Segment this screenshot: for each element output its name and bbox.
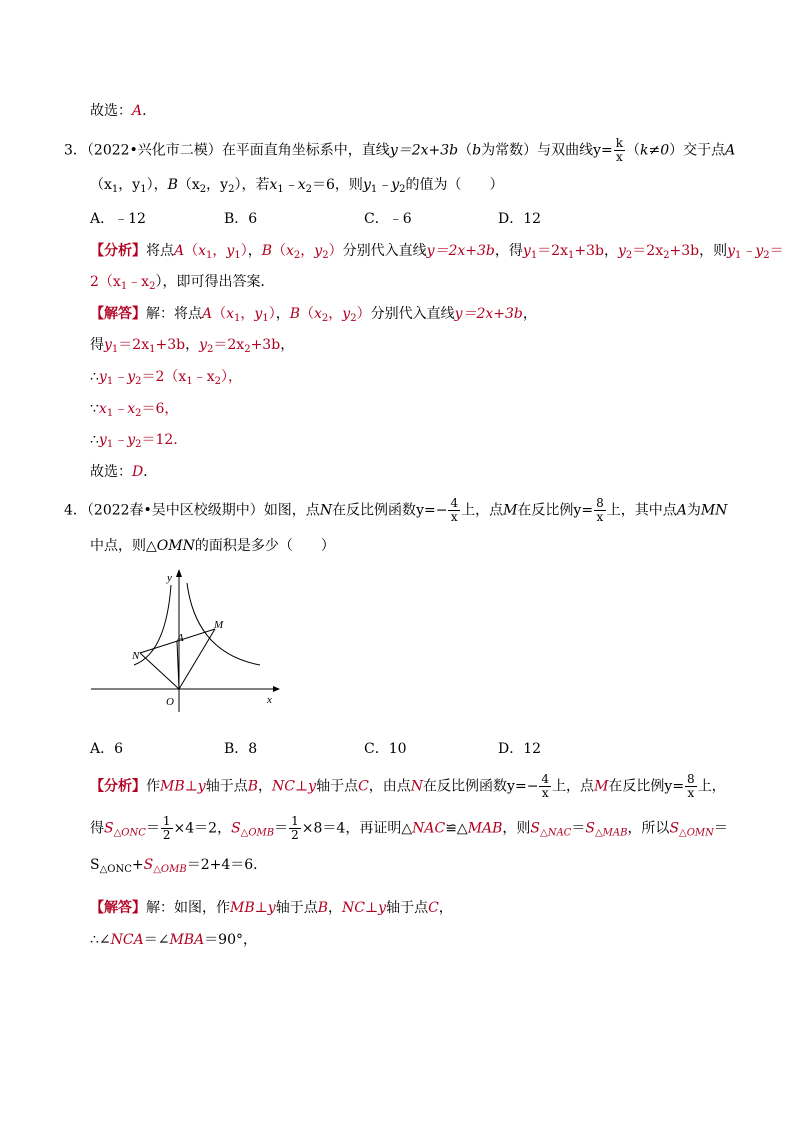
q4-stem-line1: 4．（2022春•吴中区校级期中）如图，点N在反比例函数y=− $\frac{4}{x}$ 上，点M在反比例y= $\frac{8}{x}$ 上，其中点A为MN <box>64 496 728 524</box>
q4-analysis-line2: 得$S_{\triangle ONC}=$ $\frac{1}{2}$ ×4＝2，$S_{\triangle OMB}=$ $\frac{1}{2}$ ×8＝4，再证明△NAC≌△MAB，则$S_{\triangle NAC}=S_{\triangle MAB}$，所以$S_{\triangle OMN}=$ <box>90 814 728 842</box>
q3-option-c: C．﹣6 <box>364 211 412 227</box>
x-axis-arrow <box>273 686 280 692</box>
q4-analysis-line1: 【分析】作MB⊥y轴于点B，NC⊥y轴于点C，由点N在反比例函数y=− $\frac{4}{x}$ 上，点M在反比例y= $\frac{8}{x}$ 上， <box>90 772 726 800</box>
q3-option-a: A．﹣12 <box>90 211 146 227</box>
y-axis-arrow <box>176 569 182 577</box>
q3-answer-line2: 得$y_1=2x_1+3b$，$y_2=2x_2+3b$， <box>90 337 295 355</box>
q3-option-d: D．12 <box>498 211 542 227</box>
q4-analysis-line3: $S_{\triangle ONC}+S_{\triangle OMB}=2+4=6$． <box>90 857 268 875</box>
q4-option-a: A．6 <box>90 741 124 757</box>
q4-option-c: C．10 <box>364 741 407 757</box>
q4-answer-line2: ∴∠NCA＝∠MBA＝90°， <box>90 932 258 948</box>
label-a: A <box>177 632 184 644</box>
curve-m <box>187 583 260 665</box>
q3-final-answer: 故选：D． <box>90 464 158 480</box>
q3-option-b: B．6 <box>224 211 258 227</box>
q3-answer-line3: $\therefore y_1﹣y_2=2(x_1﹣x_2)$， <box>90 369 242 387</box>
q4-option-b: B．8 <box>224 741 258 757</box>
label-m: M <box>214 619 224 631</box>
label-n: N <box>132 650 140 662</box>
label-x: x <box>267 694 272 706</box>
curve-n <box>134 585 171 665</box>
prev-answer: 故选：A. <box>90 103 147 119</box>
segment-om <box>179 629 215 689</box>
segment-on <box>140 653 179 689</box>
q4-stem-line2: 中点，则△OMN的面积是多少（ ） <box>90 538 335 554</box>
q3-analysis-line2: $2(x_1﹣x_2)$，即可得出答案． <box>90 274 275 292</box>
q3-answer-line5: $\therefore y_1﹣y_2=12$． <box>90 432 188 450</box>
q3-analysis-line1: 【分析】将点$A(x_1$，$y_1$），$B(x_2$，$y_2$）分别代入直线y＝2x+3b，得$y_1=2x_1+3b$，$y_2=2x_2+3b$，则$y_1﹣y_2=$ <box>90 243 784 261</box>
q4-option-d: D．12 <box>498 741 542 757</box>
fraction-k-over-x: $\frac{k}{x}$ <box>615 136 624 164</box>
fraction-8-over-x: $\frac{8}{x}$ <box>596 496 604 524</box>
label-y: y <box>167 572 172 584</box>
fraction-4-over-x: $\frac{4}{x}$ <box>450 496 459 524</box>
q3-answer-line1: 【解答】解：将点$A(x_1$，$y_1$），$B(x_2$，$y_2$）分别代入直线y＝2x+3b， <box>90 306 537 324</box>
q3-stem-line1: 3．（2022•兴化市二模）在平面直角坐标系中，直线y＝2x+3b（b为常数）与双曲线y= $\frac{k}{x}$ （k≠0）交于点A <box>64 136 736 164</box>
label-o: O <box>166 696 174 708</box>
q3-answer-line4: $\because x_1﹣x_2=6$， <box>90 401 179 419</box>
q4-answer-line1: 【解答】解：如图，作MB⊥y轴于点B，NC⊥y轴于点C， <box>90 900 453 916</box>
q4-figure <box>88 565 288 715</box>
q3-stem-line2: （$x_1$，$y_1$），$B(x_2$，$y_2$），若$x_1﹣x_2=6$，则$y_1﹣y_2$的值为（ ） <box>90 177 504 195</box>
